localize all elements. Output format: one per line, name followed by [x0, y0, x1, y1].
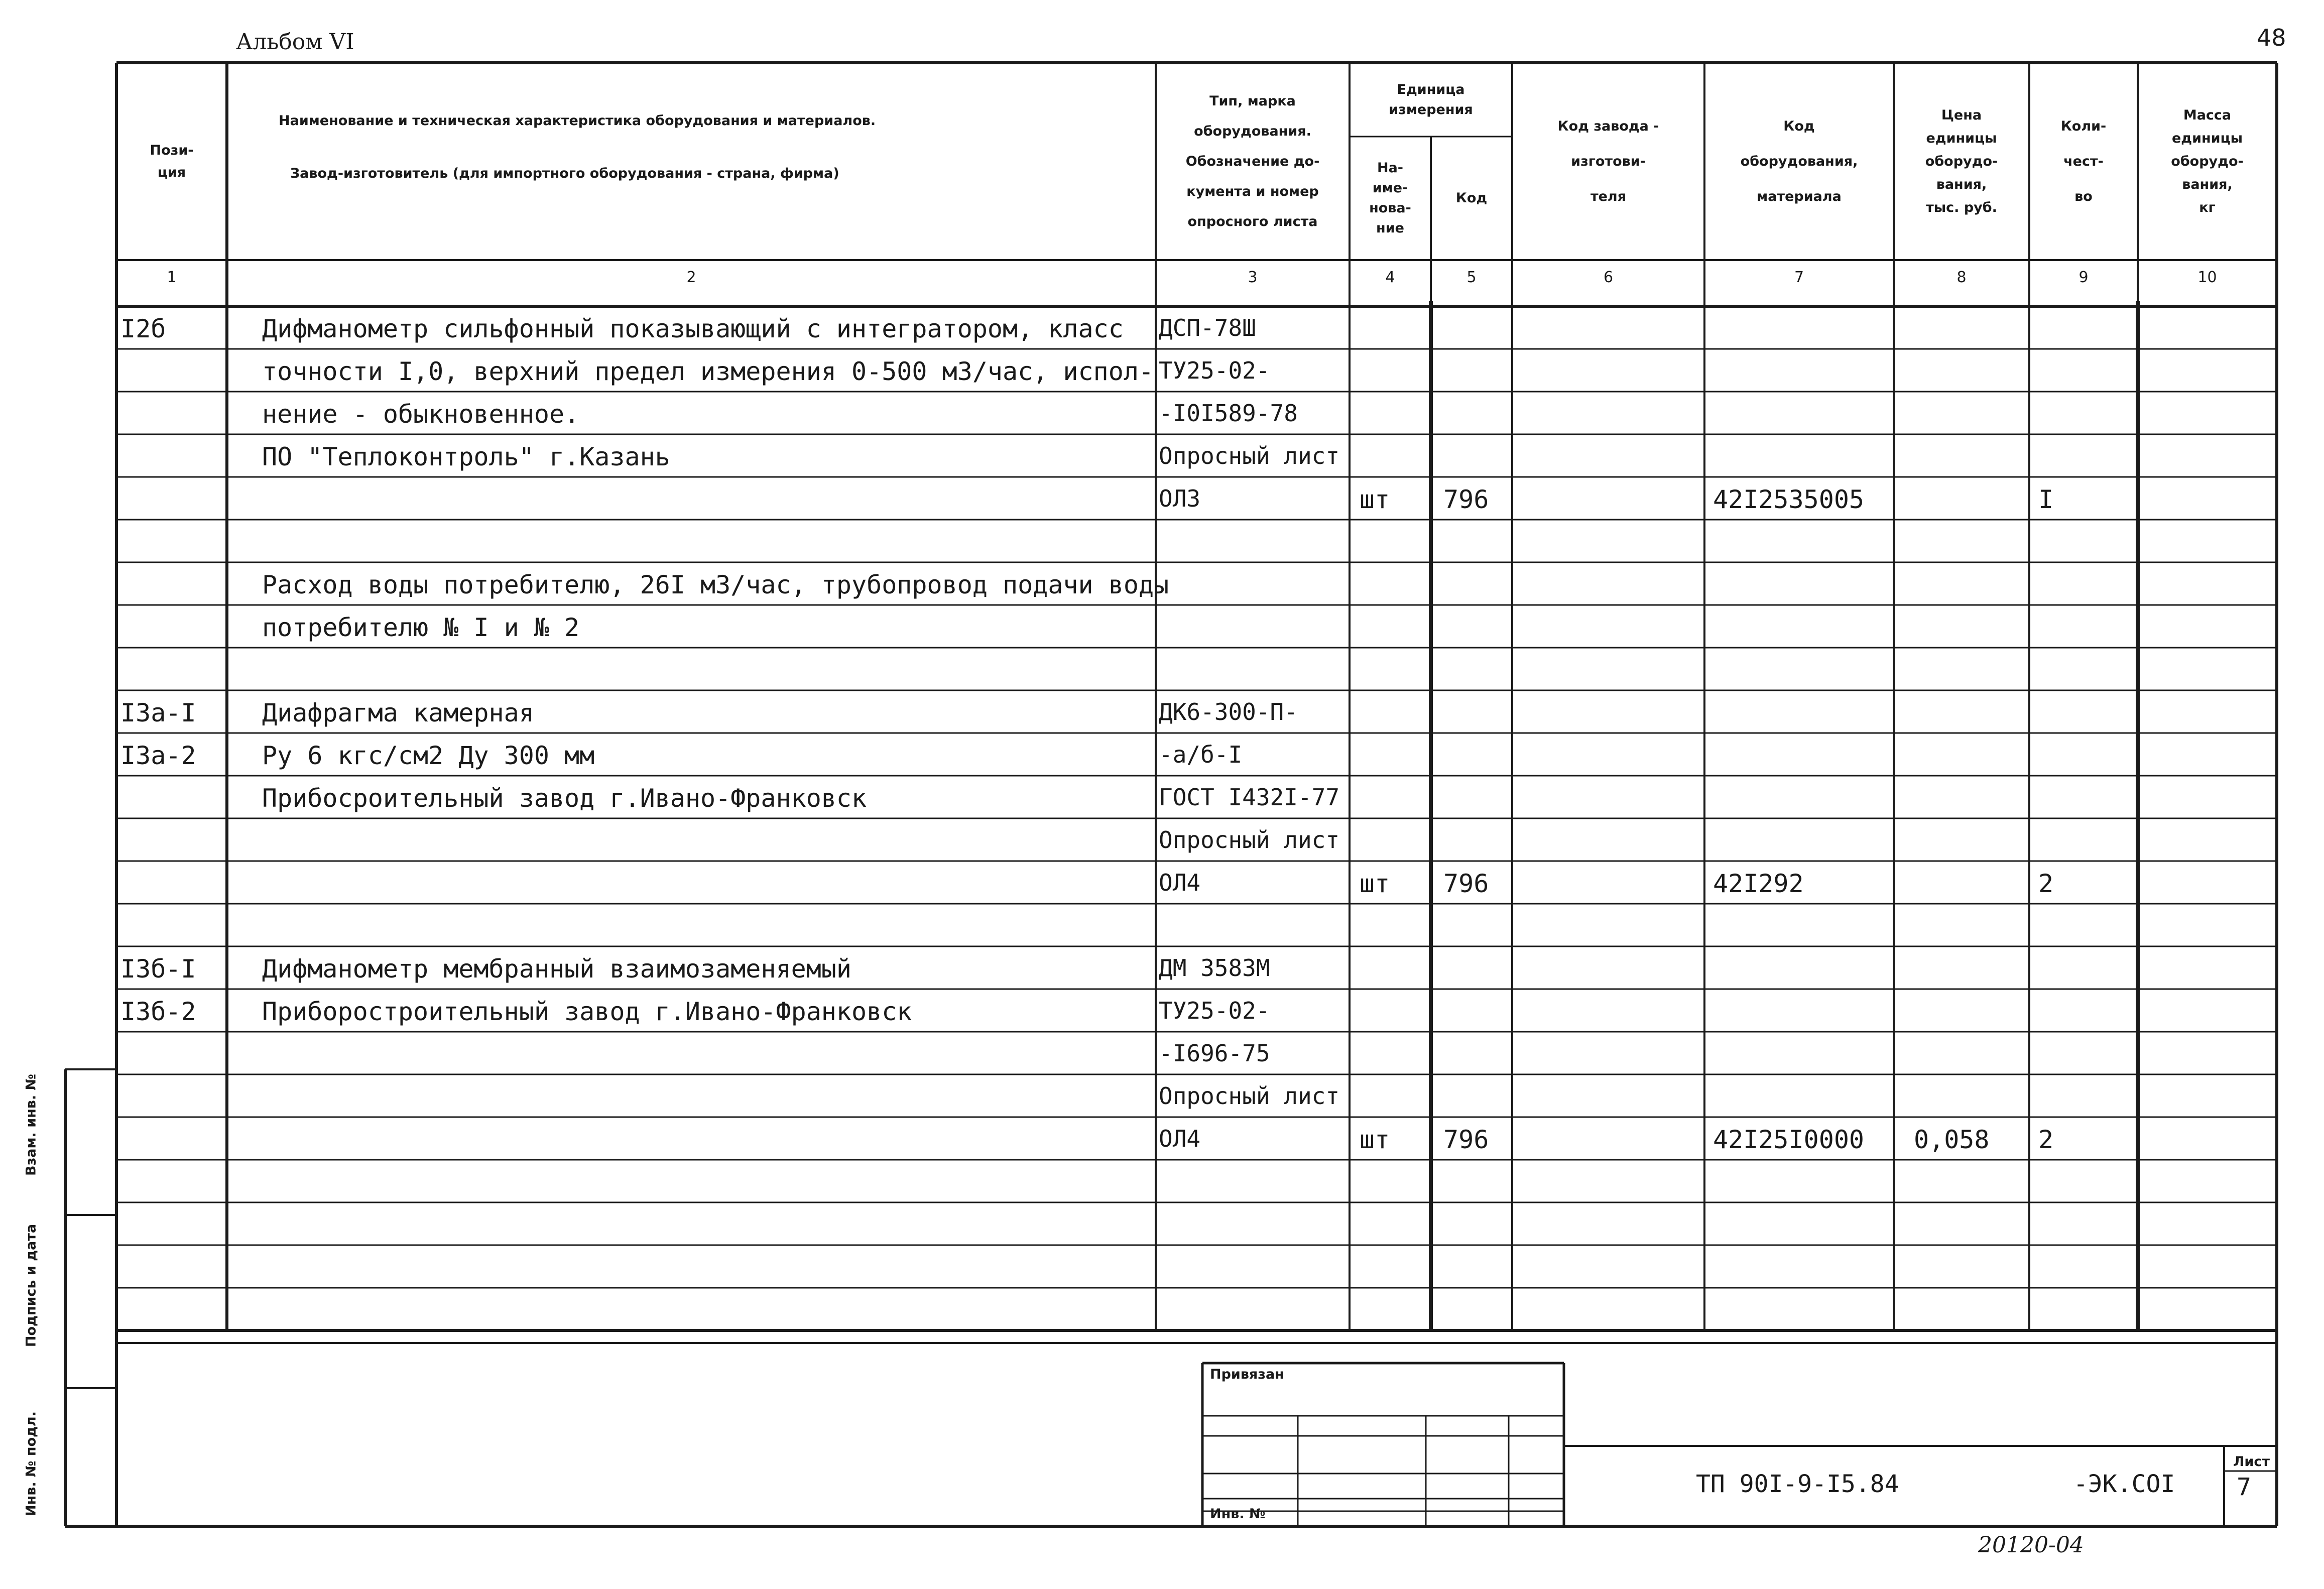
header-equip-code-line: Код [1783, 118, 1815, 134]
document-suffix: -ЭК.СОI [2073, 1470, 2175, 1498]
header-equip-code-line: материала [1757, 188, 1842, 204]
column-number: 8 [1956, 269, 1967, 286]
cell-equipment-code: 42I25I0000 [1713, 1125, 1865, 1154]
cell-name: Дифманометр сильфонный показывающий с интегратором, класс [262, 314, 1124, 343]
header-position-line: ция [157, 164, 186, 180]
header-plant-code-line: изготови- [1571, 153, 1646, 169]
header-price-line: тыс. руб. [1926, 199, 1997, 215]
header-unit-name-line: име- [1372, 180, 1408, 196]
table-row [116, 648, 2277, 690]
table-row [116, 1202, 2277, 1245]
cell-unit: шт [1360, 1125, 1390, 1154]
side-label-vzam: Взам. инв. № [23, 1074, 39, 1176]
cell-type: ОЛ3 [1159, 485, 1201, 512]
column-number: 9 [2078, 269, 2089, 286]
cell-type: ОЛ4 [1159, 869, 1201, 896]
header-unit-code [1431, 187, 1512, 209]
header-unit-group-line: Единица [1397, 81, 1465, 97]
table-row [116, 1160, 2277, 1202]
header-qty-line: чест- [2063, 153, 2104, 169]
cell-unit-code: 796 [1443, 1125, 1489, 1154]
header-qty-line: Коли- [2060, 118, 2107, 134]
header-name-line1: Наименование и техническая характеристика оборудования и материалов. [279, 113, 876, 129]
side-label-inv-podl: Инв. № подл. [23, 1411, 39, 1516]
header-unit-group [1350, 80, 1512, 120]
cell-name: потребителю № I и № 2 [262, 613, 580, 642]
column-number: 4 [1385, 269, 1395, 286]
document-code: ТП 90I-9-I5.84 [1696, 1470, 1899, 1498]
header-unit-name-line: нова- [1369, 200, 1411, 216]
header-type-line: кумента и номер [1186, 183, 1319, 199]
cell-unit: шт [1360, 869, 1390, 898]
sheet-label: Лист [2233, 1454, 2270, 1470]
cell-unit: шт [1360, 485, 1390, 514]
header-mass-line: единицы [2171, 130, 2243, 146]
column-number: 6 [1603, 269, 1614, 286]
cell-name: Дифманометр мембранный взаимозаменяемый [262, 954, 851, 984]
cell-name: Ру 6 кгс/см2 Ду 300 мм [262, 741, 595, 770]
column-number: 5 [1466, 269, 1477, 286]
header-position [116, 140, 227, 184]
cell-equipment-code: 42I2535005 [1713, 485, 1865, 514]
header-unit-name-line: ние [1376, 220, 1404, 236]
header-equip-code-line: оборудования, [1740, 153, 1858, 169]
header-type-line: Тип, марка [1209, 93, 1296, 109]
cell-type: ГОСТ I432I-77 [1159, 784, 1340, 811]
header-mass-line: Масса [2183, 107, 2232, 123]
header-price-line: Цена [1941, 107, 1982, 123]
stamp-privyazan: Привязан [1210, 1367, 1284, 1382]
header-price-line: вания, [1936, 176, 1987, 192]
header-type-line: опросного листа [1187, 213, 1318, 229]
cell-type: ДСП-78Ш [1159, 314, 1256, 341]
header-qty [2029, 109, 2138, 214]
header-type [1156, 86, 1350, 237]
header-unit-name [1350, 158, 1431, 238]
side-label-podpis: Подпись и дата [23, 1224, 39, 1348]
header-mass-line: вания, [2182, 176, 2233, 192]
header-price [1894, 104, 2029, 219]
cell-name: Прибосроительный завод г.Ивано-Франковск [262, 784, 867, 813]
header-plant-code-line: теля [1590, 188, 1627, 204]
cell-name: Прибоpостроительный завод г.Ивано-Франковск [262, 997, 912, 1026]
cell-quantity: 2 [2038, 869, 2054, 898]
header-type-line: оборудования. [1194, 123, 1311, 139]
cell-unit-code: 796 [1443, 485, 1489, 514]
cell-quantity: 2 [2038, 1125, 2054, 1154]
cell-name: нение - обыкновенное. [262, 400, 580, 429]
cell-type: ДК6-300-П- [1159, 698, 1298, 725]
cell-name: Диафрагма камерная [262, 698, 534, 727]
header-unit-group-line: измерения [1389, 101, 1473, 117]
cell-name: точности I,0, верхний предел измерения 0-500 м3/час, испол- [262, 357, 1154, 386]
header-plant-code [1512, 109, 1704, 214]
table-row [116, 1288, 2277, 1330]
page-number: 48 [2257, 24, 2286, 51]
header-mass-line: оборудо- [2171, 153, 2244, 169]
header-equip-code [1704, 109, 1894, 214]
cell-type: -I0I589-78 [1159, 400, 1298, 427]
header-type-line: Обозначение до- [1185, 153, 1320, 169]
table-row [116, 1245, 2277, 1288]
table-row [116, 520, 2277, 562]
cell-type: Опросный лист [1159, 826, 1340, 853]
header-price-line: оборудо- [1925, 153, 1998, 169]
cell-position: I3б-2 [120, 997, 196, 1026]
cell-price: 0,058 [1914, 1125, 1990, 1154]
album-label: Альбом VI [236, 29, 354, 55]
header-mass-line: кг [2199, 199, 2216, 215]
cell-quantity: I [2038, 485, 2054, 514]
column-number: 2 [686, 269, 696, 286]
column-number: 1 [167, 269, 177, 286]
cell-name: Расход воды потребителю, 26I м3/час, трубопровод подачи воды [262, 570, 1169, 599]
cell-position: I2б [120, 314, 166, 343]
cell-type: ТУ25-02- [1159, 357, 1270, 384]
cell-name: ПО "Теплоконтроль" г.Казань [262, 442, 670, 471]
cell-type: ОЛ4 [1159, 1125, 1201, 1152]
sheet-number: 7 [2237, 1473, 2251, 1501]
column-number: 7 [1794, 269, 1804, 286]
cell-equipment-code: 42I292 [1713, 869, 1804, 898]
cell-position: I3б-I [120, 954, 196, 984]
cell-type: Опросный лист [1159, 1082, 1340, 1110]
header-plant-code-line: Код завода - [1557, 118, 1659, 134]
cell-unit-code: 796 [1443, 869, 1489, 898]
cell-position: I3а-2 [120, 741, 196, 770]
cell-type: ДМ 3583М [1159, 954, 1270, 982]
cell-type: -I696-75 [1159, 1040, 1270, 1067]
cell-type: Опросный лист [1159, 442, 1340, 469]
header-unit-code-line: Код [1455, 190, 1488, 206]
column-number: 10 [2197, 269, 2217, 286]
header-name-line2: Завод-изготовитель (для импортного оборудования - страна, фирма) [290, 166, 839, 181]
cell-position: I3а-I [120, 698, 196, 727]
stamp-inv-no: Инв. № [1210, 1506, 1266, 1522]
header-position-line: Пози- [150, 142, 194, 158]
cell-type: -а/б-I [1159, 741, 1243, 768]
header-mass [2138, 104, 2277, 219]
column-number: 3 [1248, 269, 1258, 286]
handwritten-number: 20120-04 [1978, 1532, 2084, 1558]
table-row [116, 904, 2277, 946]
header-unit-name-line: На- [1377, 160, 1404, 176]
header-qty-line: во [2074, 188, 2093, 204]
cell-type: ТУ25-02- [1159, 997, 1270, 1024]
header-price-line: единицы [1926, 130, 1997, 146]
